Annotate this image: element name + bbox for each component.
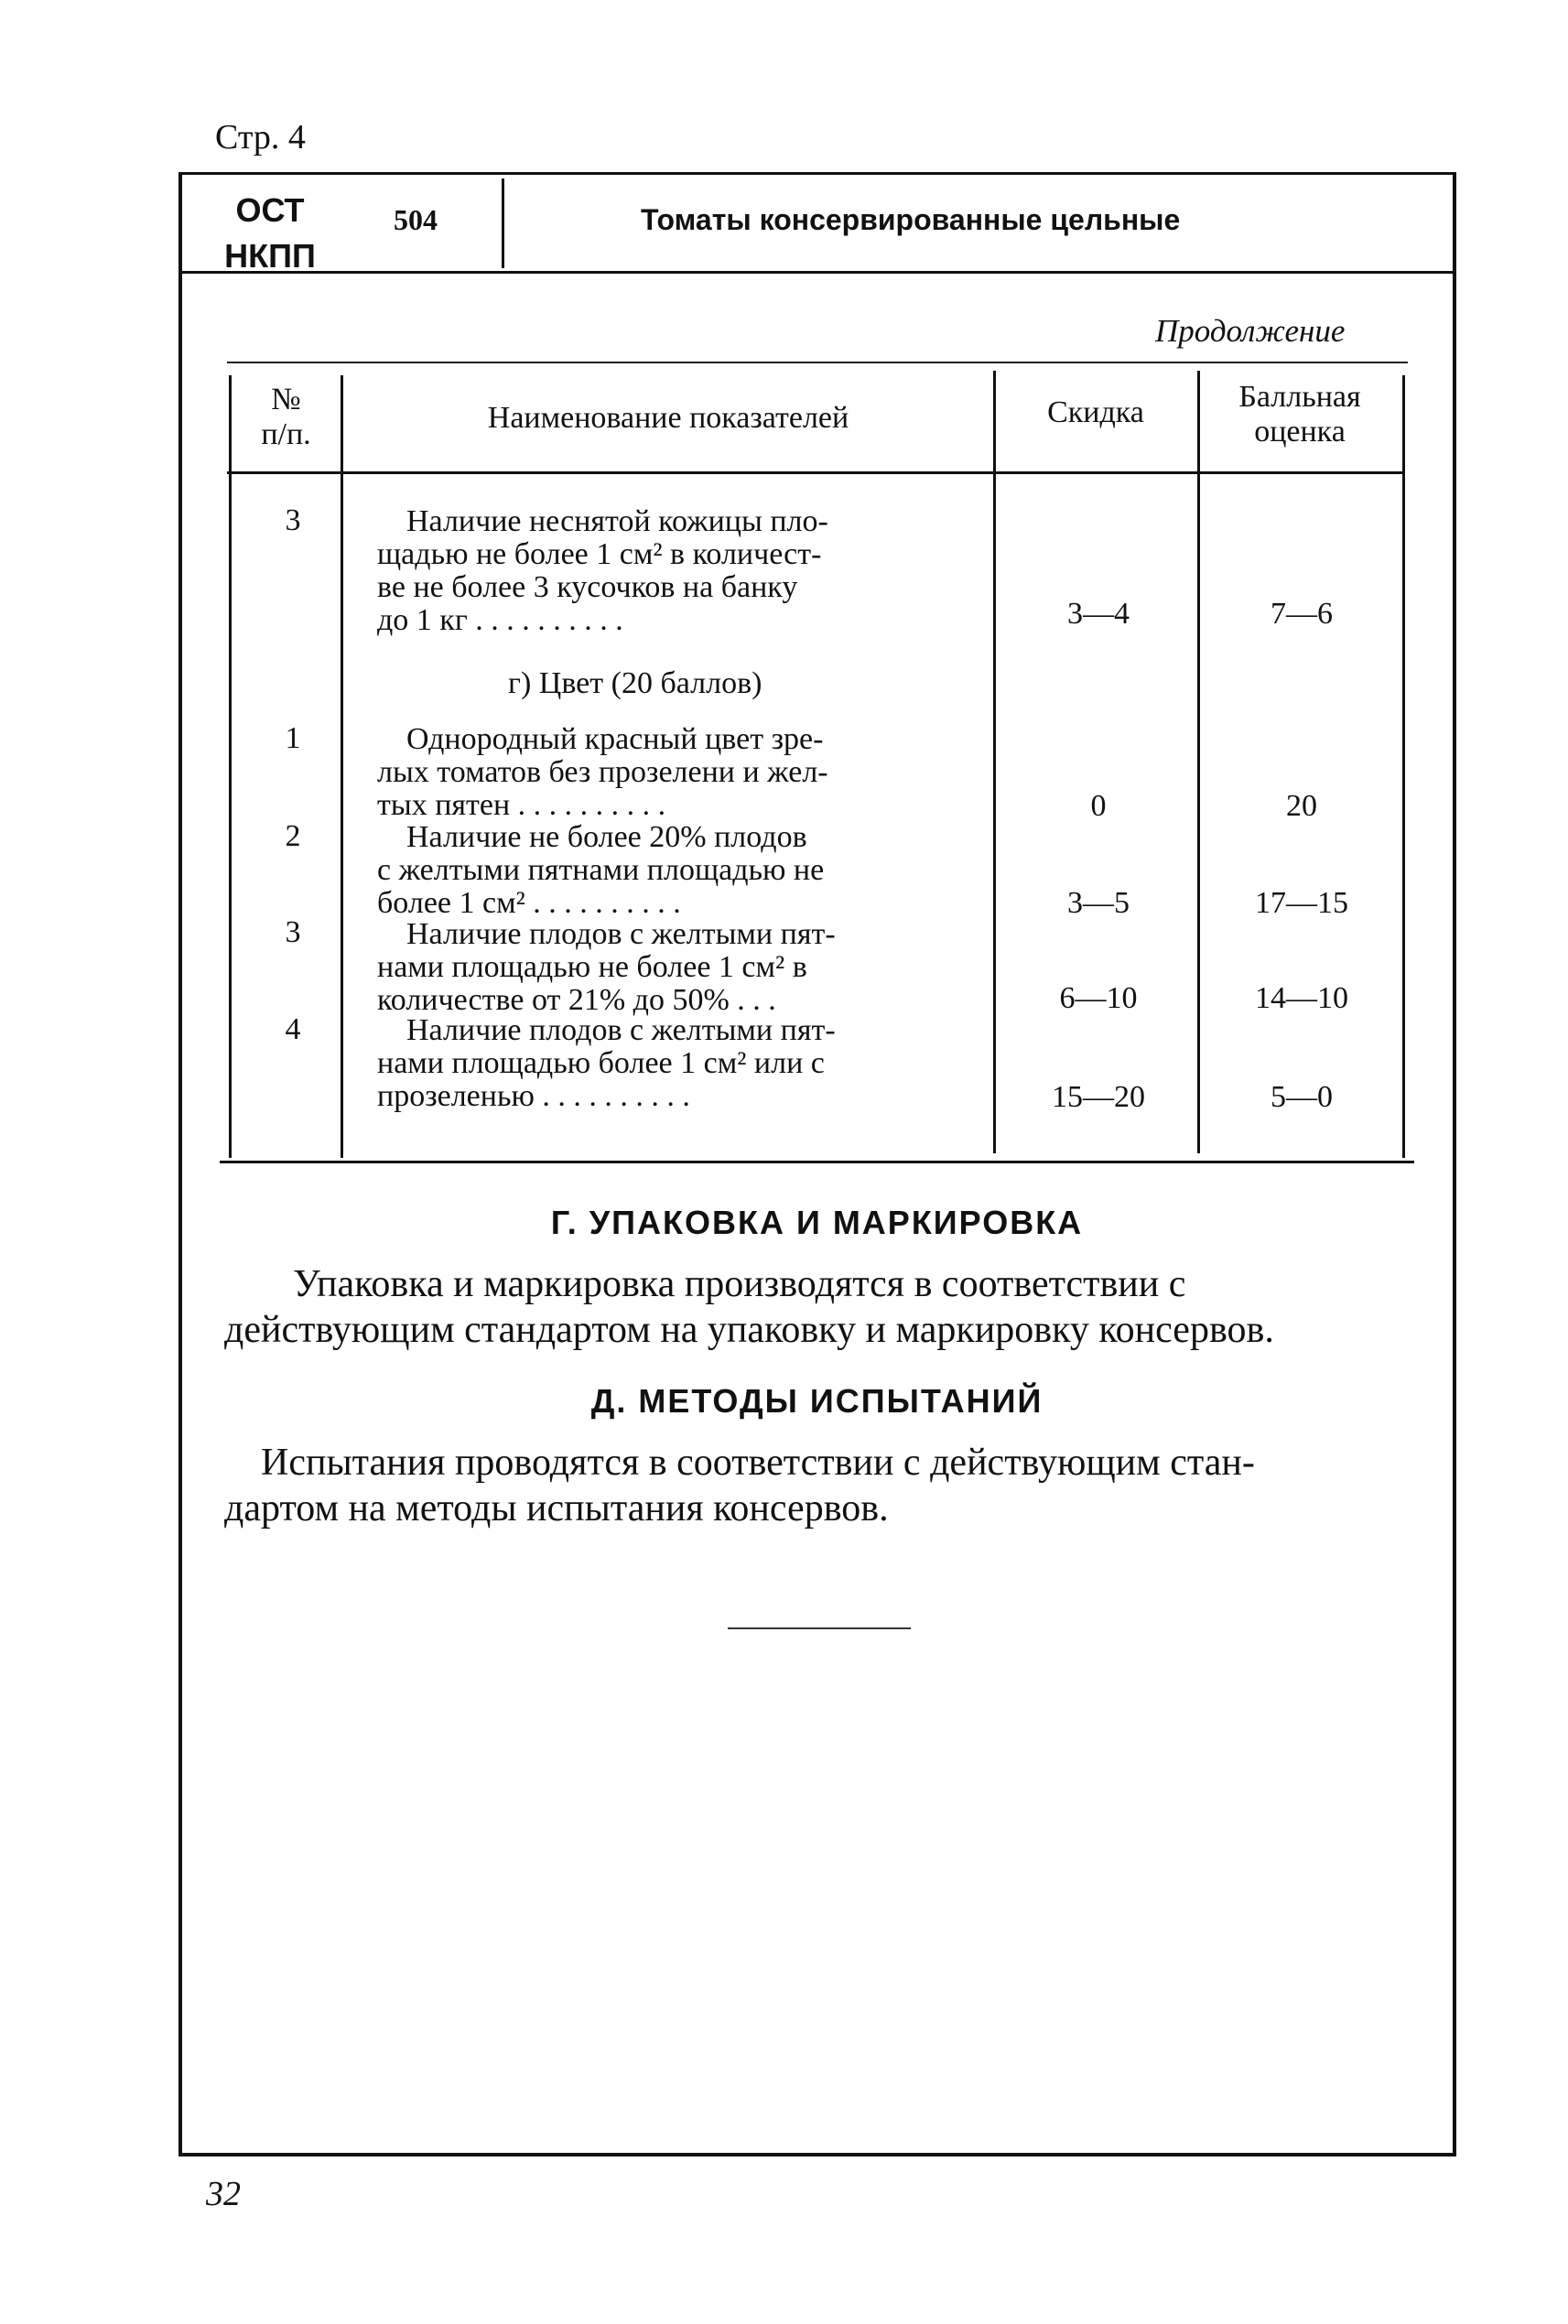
row-score: 20 <box>1286 789 1317 823</box>
page-label: Стр. 4 <box>215 118 306 157</box>
row-line: до 1 кг . . . . . . . . . . <box>377 603 623 637</box>
table-vline-num <box>341 375 343 1158</box>
row-line: Наличие плодов с желтыми пят- <box>406 917 836 951</box>
header-divider <box>178 271 1456 274</box>
row-line: более 1 см² . . . . . . . . . . <box>377 886 681 920</box>
table-bottom-rule <box>220 1161 1414 1163</box>
standard-code-line2: НКПП <box>224 237 316 275</box>
standard-code-line1: ОСТ <box>235 191 305 229</box>
header-vertical-divider <box>502 178 504 268</box>
header-score <box>1204 380 1396 449</box>
continuation-label: Продолжение <box>1155 313 1346 349</box>
color-section-heading: г) Цвет (20 баллов) <box>508 666 762 700</box>
row-line: нами площадью не более 1 см² в <box>377 950 807 984</box>
row-line: нами площадью более 1 см² или с <box>377 1046 825 1080</box>
row-number: 3 <box>285 915 301 949</box>
page-number: 32 <box>206 2175 241 2213</box>
section-testing-title: Д. МЕТОДЫ ИСПЫТАНИЙ <box>590 1382 1044 1420</box>
header-score-line2: оценка <box>1254 415 1346 449</box>
paragraph-line: Упаковка и маркировка производятся в соответствии с <box>293 1263 1186 1305</box>
header-number-line2: п/п. <box>261 417 311 451</box>
row-line: прозеленью . . . . . . . . . . <box>377 1079 690 1113</box>
row-line: ве не более 3 кусочков на банку <box>377 570 798 604</box>
header-discount: Скидка <box>1047 395 1144 429</box>
end-divider <box>728 1627 911 1629</box>
row-discount: 3—4 <box>1067 597 1130 631</box>
table-vline-right <box>1402 375 1405 1158</box>
table-vline-left <box>229 375 232 1158</box>
paragraph-line: Испытания проводятся в соответствии с действующим стан- <box>261 1442 1255 1484</box>
row-line: Наличие плодов с желтыми пят- <box>406 1013 836 1047</box>
frame-left-border <box>178 174 182 2156</box>
row-description <box>377 821 963 920</box>
row-line: лых томатов без прозелени и жел- <box>377 755 828 789</box>
row-line: с желтыми пятнами площадью не <box>377 853 825 887</box>
row-line: тых пятен . . . . . . . . . . <box>377 788 666 822</box>
row-number: 2 <box>285 819 301 853</box>
section-packaging-text <box>224 1261 1405 1353</box>
row-number: 1 <box>285 721 301 755</box>
row-line: Наличие не более 20% плодов <box>406 820 807 854</box>
frame-right-border <box>1453 174 1456 2156</box>
row-score: 7—6 <box>1271 597 1333 631</box>
row-line: количестве от 21% до 50% . . . <box>377 983 776 1017</box>
table-top-rule <box>227 362 1408 363</box>
table-vline-name <box>993 371 996 1153</box>
row-score: 14—10 <box>1255 981 1348 1015</box>
header-score-line1: Балльная <box>1238 380 1361 414</box>
paragraph-line: действующим стандартом на упаковку и маркировку консервов. <box>224 1309 1274 1351</box>
paragraph-line: дартом на методы испытания консервов. <box>224 1487 889 1530</box>
row-line: Однородный красный цвет зре- <box>406 722 824 756</box>
row-discount: 0 <box>1090 789 1107 823</box>
row-description <box>377 1014 963 1113</box>
row-line: Наличие неснятой кожицы пло- <box>406 504 828 538</box>
row-description <box>377 918 963 1017</box>
section-packaging-title: Г. УПАКОВКА И МАРКИРОВКА <box>550 1204 1084 1241</box>
header-number-line1: № <box>271 383 301 416</box>
section-testing-text <box>224 1440 1405 1531</box>
row-number: 3 <box>285 503 301 537</box>
standard-number: 504 <box>394 203 438 236</box>
header-name: Наименование показателей <box>487 401 849 435</box>
row-number: 4 <box>285 1012 301 1046</box>
document-title: Томаты консервированные цельные <box>641 203 1181 236</box>
row-discount: 3—5 <box>1067 886 1130 920</box>
row-score: 5—0 <box>1271 1080 1333 1114</box>
row-line: щадью не более 1 см² в количест- <box>377 537 822 571</box>
row-score: 17—15 <box>1255 886 1348 920</box>
header-number <box>238 383 334 452</box>
row-description <box>377 723 963 822</box>
row-description <box>377 505 963 637</box>
row-discount: 6—10 <box>1059 981 1138 1015</box>
table-vline-discount <box>1197 371 1200 1153</box>
standard-code <box>197 188 343 279</box>
table-header-rule <box>227 471 1403 474</box>
row-discount: 15—20 <box>1052 1080 1145 1114</box>
frame-top-border <box>178 172 1456 175</box>
frame-bottom-border <box>178 2153 1456 2156</box>
